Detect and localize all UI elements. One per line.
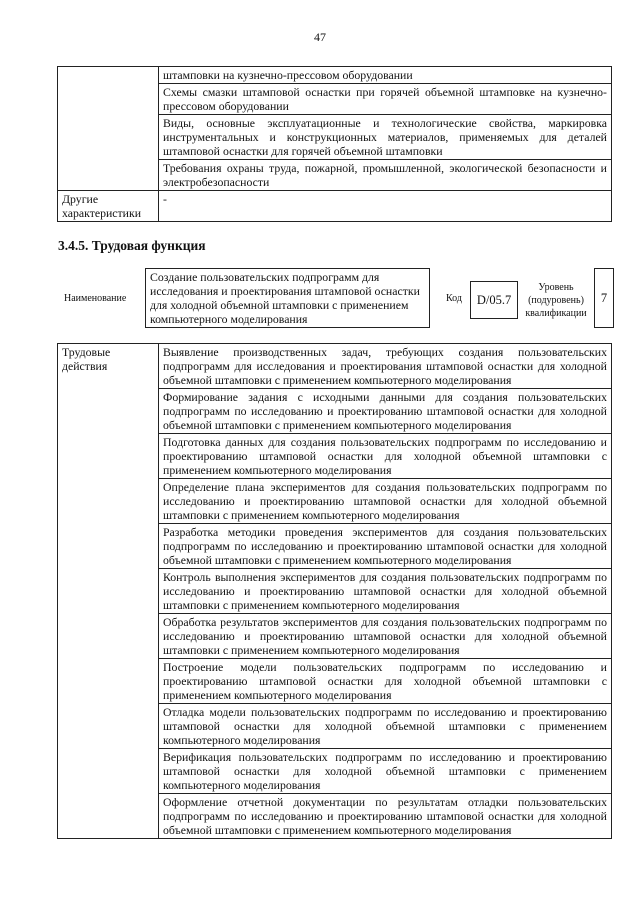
labor-actions-label: Трудовые действия (58, 344, 159, 839)
table-cell: штамповки на кузнечно-прессовом оборудовании (159, 67, 612, 84)
table-cell: Требования охраны труда, пожарной, промышленной, экологической безопасности и электробезопасности (159, 160, 612, 191)
table-row (58, 344, 612, 389)
labor-actions-table (57, 343, 612, 839)
labor-action-item: Контроль выполнения экспериментов для создания пользовательских подпрограмм по исследованию и проектированию штамповой оснастки для холодной объемной штамповки с применением компьютерного моделирования (159, 569, 612, 614)
labor-action-item: Подготовка данных для создания пользовательских подпрограмм по исследованию и проектированию штамповой оснастки для холодной объемной штамповки с применением компьютерного моделирования (159, 434, 612, 479)
other-characteristics-value: - (159, 191, 612, 222)
other-characteristics-label: Другие характеристики (58, 191, 159, 222)
table-cell: Схемы смазки штамповой оснастки при горячей объемной штамповке на кузнечно-прессовом оборудовании (159, 84, 612, 115)
code-label: Код (446, 293, 462, 304)
function-code: D/05.7 (470, 281, 518, 319)
labor-action-item: Формирование задания с исходными данными для создания пользовательских подпрограмм по исследованию и проектированию штамповой оснастки для холодной объемной штамповки с применением компьютерного моделирования (159, 389, 612, 434)
labor-action-item: Построение модели пользовательских подпрограмм по исследованию и проектированию штамповой оснастки для холодной объемной штамповки с применением компьютерного моделирования (159, 659, 612, 704)
table-cell: Виды, основные эксплуатационные и технологические свойства, маркировка инструментальных и конструкционных материалов, применяемых для деталей штамповой оснастки для горячей объемной штамповки (159, 115, 612, 160)
labor-action-item: Обработка результатов экспериментов для создания пользовательских подпрограмм по исследованию и проектированию штамповой оснастки для холодной объемной штамповки с применением компьютерного моделирования (159, 614, 612, 659)
labor-action-item: Оформление отчетной документации по результатам отладки пользовательских подпрограмм по исследованию и проектированию штамповой оснастки для холодной объемной штамповки с применением компьютерного моделирования (159, 794, 612, 839)
labor-action-item: Разработка методики проведения экспериментов для создания пользовательских подпрограмм по исследованию и проектированию штамповой оснастки для холодной объемной штамповки с применением компьютерного моделирования (159, 524, 612, 569)
table-row (58, 191, 612, 222)
qualification-level-value: 7 (594, 268, 614, 328)
page-number: 47 (314, 30, 326, 44)
section-title: 3.4.5. Трудовая функция (58, 238, 206, 253)
function-name: Создание пользовательских подпрограмм для исследования и проектирования штамповой оснастки для холодной объемной штамповки с применением компьютерного моделирования (145, 268, 430, 328)
labor-action-item: Определение плана экспериментов для создания пользовательских подпрограмм по исследованию и проектированию штамповой оснастки для холодной объемной штамповки с применением компьютерного моделирования (159, 479, 612, 524)
knowledge-table (57, 66, 612, 222)
qualification-level-label: Уровень (подуровень) квалификации (525, 282, 587, 319)
labor-action-item: Выявление производственных задач, требующих создания пользовательских подпрограмм для исследования и проектирования штамповой оснастки для холодной объемной штамповки с применением компьютерного моделирования (159, 344, 612, 389)
labor-action-item: Отладка модели пользовательских подпрограмм по исследованию и проектированию штамповой оснастки для холодной объемной штамповки с применением компьютерного моделирования (159, 704, 612, 749)
table-cell-empty (58, 67, 159, 191)
table-row (58, 67, 612, 84)
labor-action-item: Верификация пользовательских подпрограмм по исследованию и проектированию штамповой оснастки для холодной объемной штамповки с применением компьютерного моделирования (159, 749, 612, 794)
name-label: Наименование (64, 293, 127, 304)
